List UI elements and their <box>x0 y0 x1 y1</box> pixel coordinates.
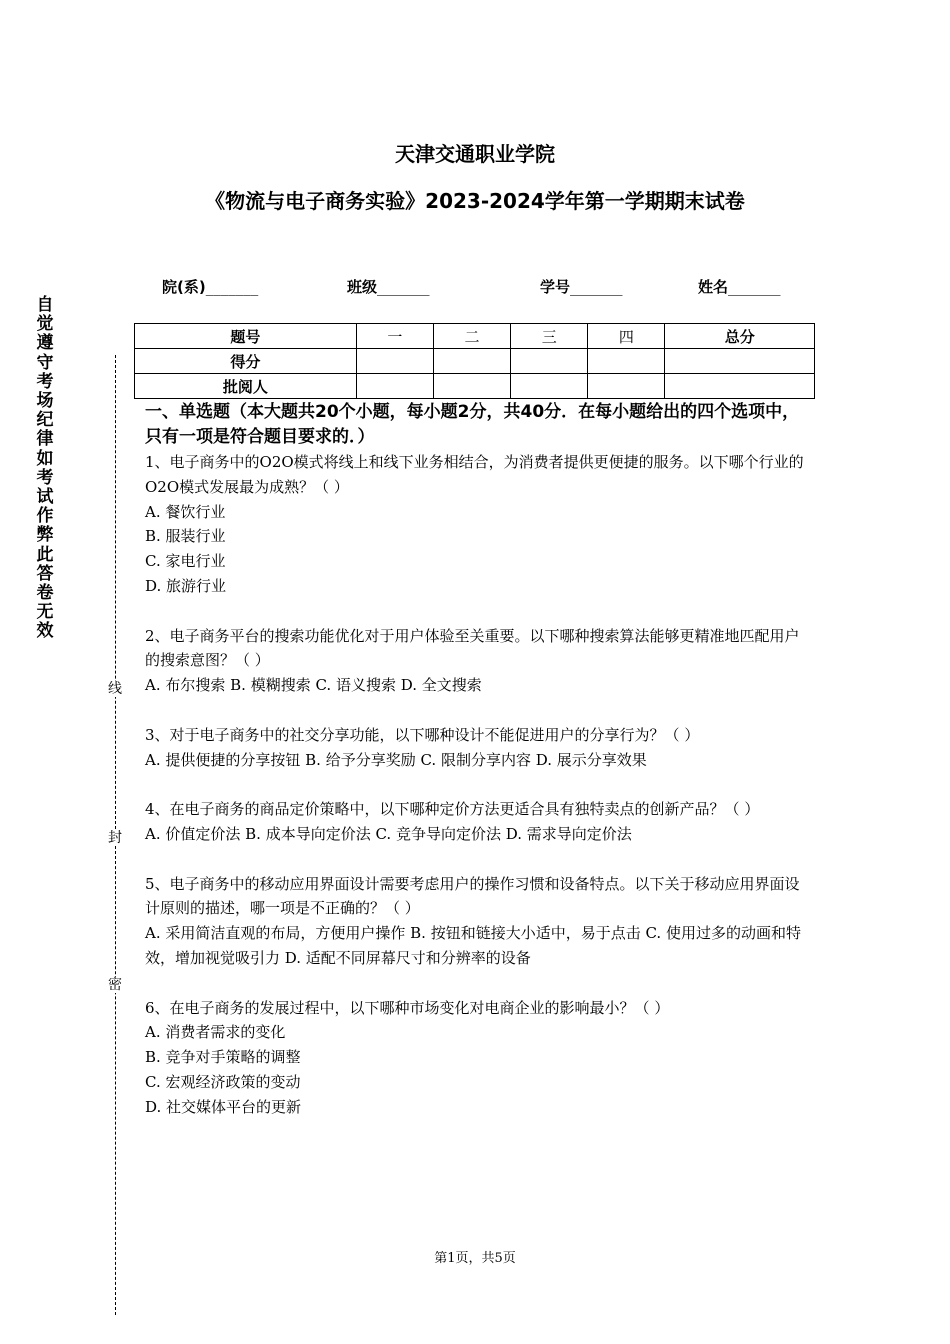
side-note-char: 纪 <box>36 410 54 431</box>
option-line: A. 价值定价法 B. 成本导向定价法 C. 竞争导向定价法 D. 需求导向定价法 <box>145 824 632 843</box>
option: B. 竞争对手策略的调整 <box>145 1048 301 1067</box>
option: C. 家电行业 <box>145 552 226 571</box>
binding-mark-seal: 封 <box>108 830 122 846</box>
table-header-cell: 二 <box>433 324 510 349</box>
side-note-char: 遵 <box>36 333 54 354</box>
info-blank: _______ <box>205 278 259 296</box>
table-header-cell: 题号 <box>135 324 357 349</box>
score-table <box>134 323 815 399</box>
option: B. 服装行业 <box>145 527 226 546</box>
binding-mark-line: 线 <box>108 681 122 697</box>
binding-mark-secret: 密 <box>108 977 122 993</box>
score-cell <box>433 349 510 374</box>
option-line: A. 布尔搜索 B. 模糊搜索 C. 语义搜索 D. 全文搜索 <box>145 676 482 695</box>
info-field-student-id <box>540 276 623 297</box>
side-note-char: 场 <box>36 391 54 412</box>
reviewer-cell <box>588 374 665 399</box>
side-note-char: 答 <box>36 563 54 584</box>
score-row <box>135 349 815 374</box>
info-blank: _______ <box>377 278 430 296</box>
side-note-char: 效 <box>36 621 54 642</box>
side-note-char: 守 <box>36 352 54 373</box>
table-header-cell: 总分 <box>665 324 815 349</box>
page-number: 第1页，共5页 <box>434 1251 516 1266</box>
question-stem: 1、电子商务中的O2O模式将线上和线下业务相结合，为消费者提供更便捷的服务。以下哪个行业的O2O模式发展最为成熟？（ ） <box>145 453 804 496</box>
score-cell <box>665 349 815 374</box>
table-row-label: 批阅人 <box>135 374 357 399</box>
reviewer-cell <box>665 374 815 399</box>
side-note-char: 考 <box>36 467 54 488</box>
info-field-class <box>347 276 430 297</box>
question-stem: 3、对于电子商务中的社交分享功能，以下哪种设计不能促进用户的分享行为？（ ） <box>145 725 700 744</box>
score-cell <box>588 349 665 374</box>
table-header-cell: 四 <box>588 324 665 349</box>
side-note-char: 觉 <box>36 314 54 335</box>
table-header-cell: 三 <box>511 324 588 349</box>
option-line: A. 采用简洁直观的布局，方便用户操作 B. 按钮和链接大小适中，易于点击 C. 使用过多的动画和特效，增加视觉吸引力 D. 适配不同屏幕尺寸和分辨率的设备 <box>145 924 801 967</box>
info-label: 学号 <box>540 278 571 296</box>
option: D. 社交媒体平台的更新 <box>145 1097 302 1116</box>
question-stem: 5、电子商务中的移动应用界面设计需要考虑用户的操作习惯和设备特点。以下关于移动应用界面设计原则的描述，哪一项是不正确的？（ ） <box>145 874 800 918</box>
side-note-char: 弊 <box>36 525 54 546</box>
exam-discipline-note <box>34 296 56 642</box>
question-stem: 6、在电子商务的发展过程中，以下哪种市场变化对电商企业的影响最小？（ ） <box>145 998 670 1017</box>
question-3 <box>145 723 813 773</box>
question-4 <box>145 797 813 847</box>
option-line: A. 提供便捷的分享按钮 B. 给予分享奖励 C. 限制分享内容 D. 展示分享效果 <box>145 750 647 769</box>
school-title: 天津交通职业学院 <box>395 142 555 166</box>
option: A. 餐饮行业 <box>145 502 226 521</box>
exam-content <box>145 400 813 1120</box>
info-label: 院(系) <box>162 278 206 296</box>
info-blank: _______ <box>728 278 781 296</box>
side-note-char: 卷 <box>36 583 54 604</box>
option: D. 旅游行业 <box>145 576 227 595</box>
score-cell <box>511 349 588 374</box>
option: A. 消费者需求的变化 <box>145 1023 286 1042</box>
reviewer-cell <box>511 374 588 399</box>
side-note-char: 考 <box>36 371 54 392</box>
question-stem: 4、在电子商务的商品定价策略中，以下哪种定价方法更适合具有独特卖点的创新产品？（ ） <box>145 800 760 819</box>
info-label: 姓名 <box>698 278 729 296</box>
side-note-char: 试 <box>36 487 54 508</box>
option: C. 宏观经济政策的变动 <box>145 1072 301 1091</box>
question-stem: 2、电子商务平台的搜索功能优化对于用户体验至关重要。以下哪种搜索算法能够更精准地匹配用户的搜索意图？（ ） <box>145 626 800 670</box>
reviewer-cell <box>433 374 510 399</box>
table-header-cell: 一 <box>356 324 433 349</box>
score-cell <box>356 349 433 374</box>
exam-title: 《物流与电子商务实验》2023-2024学年第一学期期末试卷 <box>205 189 745 213</box>
table-row-label: 得分 <box>135 349 357 374</box>
score-table-header-row <box>135 324 815 349</box>
side-note-char: 无 <box>36 602 54 623</box>
side-note-char: 律 <box>36 429 54 450</box>
question-5 <box>145 872 813 971</box>
side-note-char: 作 <box>36 506 54 527</box>
side-note-char: 如 <box>36 448 54 469</box>
question-1 <box>145 450 813 599</box>
info-field-department <box>162 276 258 297</box>
info-label: 班级 <box>347 278 378 296</box>
side-note-char: 自 <box>36 295 54 315</box>
section-heading: 一、单选题（本大题共20个小题，每小题2分，共40分．在每小题给出的四个选项中，只有一项是符合题目要求的．） <box>145 402 800 447</box>
side-note-char: 此 <box>36 544 54 565</box>
reviewer-cell <box>356 374 433 399</box>
info-field-name <box>698 276 781 297</box>
question-6 <box>145 996 813 1120</box>
info-blank: _______ <box>570 278 623 296</box>
question-2 <box>145 624 813 698</box>
reviewer-row <box>135 374 815 399</box>
